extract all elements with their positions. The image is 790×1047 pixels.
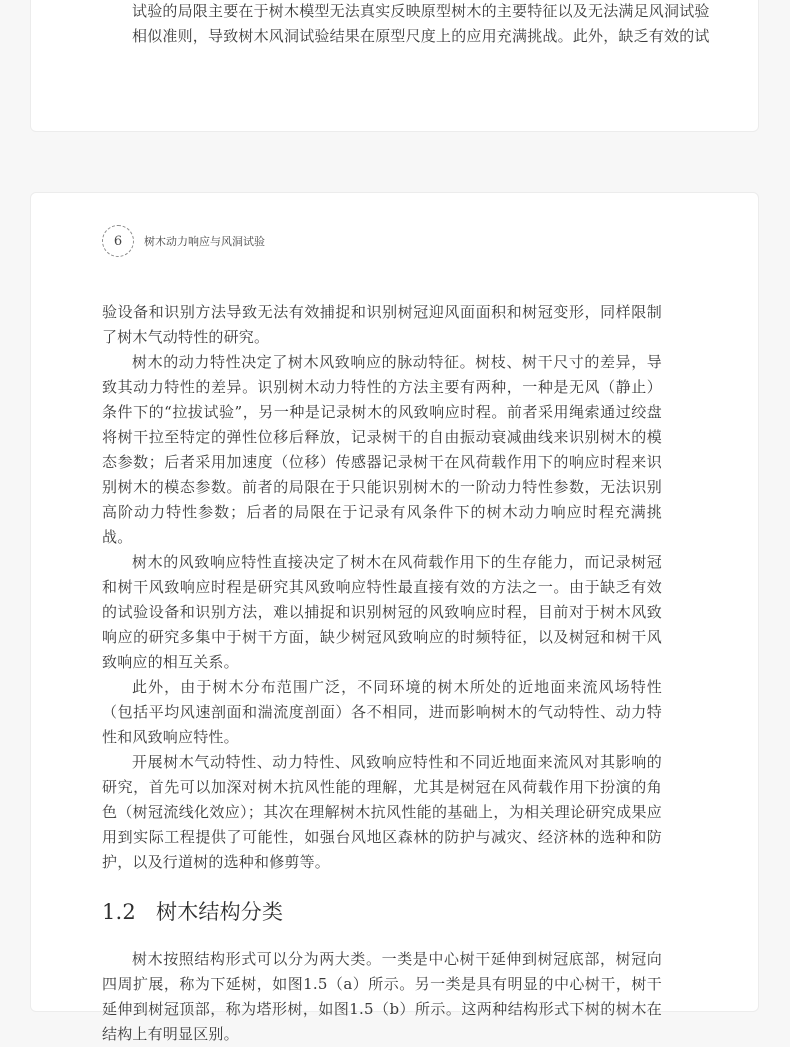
text-line: 相似准则，导致树木风洞试验结果在原型尺度上的应用充满挑战。此外，缺乏有效的试	[132, 27, 710, 45]
running-header	[102, 224, 265, 258]
paragraph: 树木的风致响应特性直接决定了树木在风荷载作用下的生存能力，而记录树冠和树干风致响应时程是研究其风致响应特性最直接有效的方法之一。由于缺乏有效的试验设备和识别方法，难以捕捉和识别树冠的风致响应时程，目前对于树木风致响应的研究多集中于树干方面，缺少树冠风致响应的时频特征，以及树冠和树干风致响应的相互关系。	[102, 553, 662, 671]
paragraph: 开展树木气动特性、动力特性、风致响应特性和不同近地面来流风对其影响的研究，首先可以加深对树木抗风性能的理解，尤其是树冠在风荷载作用下扮演的角色（树冠流线化效应）；其次在理解树木抗风性能的基础上，为相关理论研究成果应用到实际工程提供了可能性，如强台风地区森林的防护与减灾、经济林的选种和防护，以及行道树的选种和修剪等。	[102, 753, 662, 871]
paragraph: 树木的动力特性决定了树木风致响应的脉动特征。树枝、树干尺寸的差异，导致其动力特性的差异。识别树木动力特性的方法主要有两种，一种是无风（静止）条件下的“拉拔试验”，另一种是记录树木的风致响应时程。前者采用绳索通过绞盘将树干拉至特定的弹性位移后释放，记录树干的自由振动衰减曲线来识别树木的模态参数；后者采用加速度（位移）传感器记录树干在风荷载作用下的响应时程来识别树木的模态参数。前者的局限在于只能识别树木的一阶动力特性参数，无法识别高阶动力特性参数；后者的局限在于记录有风条件下的树木动力响应时程充满挑战。	[102, 353, 662, 546]
section-number: 1.2	[102, 900, 136, 924]
previous-page-text	[132, 0, 710, 49]
section-heading	[102, 897, 662, 927]
paragraph: 此外，由于树木分布范围广泛，不同环境的树木所处的近地面来流风场特性（包括平均风速剖面和湍流度剖面）各不相同，进而影响树木的气动特性、动力特性和风致响应特性。	[102, 678, 662, 746]
previous-page-sheet	[30, 0, 759, 132]
paragraph: 树木按照结构形式可以分为两大类。一类是中心树干延伸到树冠底部，树冠向四周扩展，称为下延树，如图1.5（a）所示。另一类是具有明显的中心树干，树干延伸到树冠顶部，称为塔形树，如图1.5（b）所示。这两种结构形式下树的树木在结构上有明显区别。	[102, 950, 662, 1043]
current-page-sheet	[30, 192, 759, 1043]
paragraph: 验设备和识别方法导致无法有效捕捉和识别树冠迎风面面积和树冠变形，同样限制了树木气动特性的研究。	[102, 303, 662, 346]
section-title: 树木结构分类	[156, 900, 284, 924]
text-line: 试验的局限主要在于树木模型无法真实反映原型树木的主要特征以及无法满足风洞试验	[132, 2, 710, 20]
page-body	[102, 300, 662, 1047]
running-title: 树木动力响应与风洞试验	[144, 235, 265, 248]
page-number: 6	[102, 225, 134, 257]
